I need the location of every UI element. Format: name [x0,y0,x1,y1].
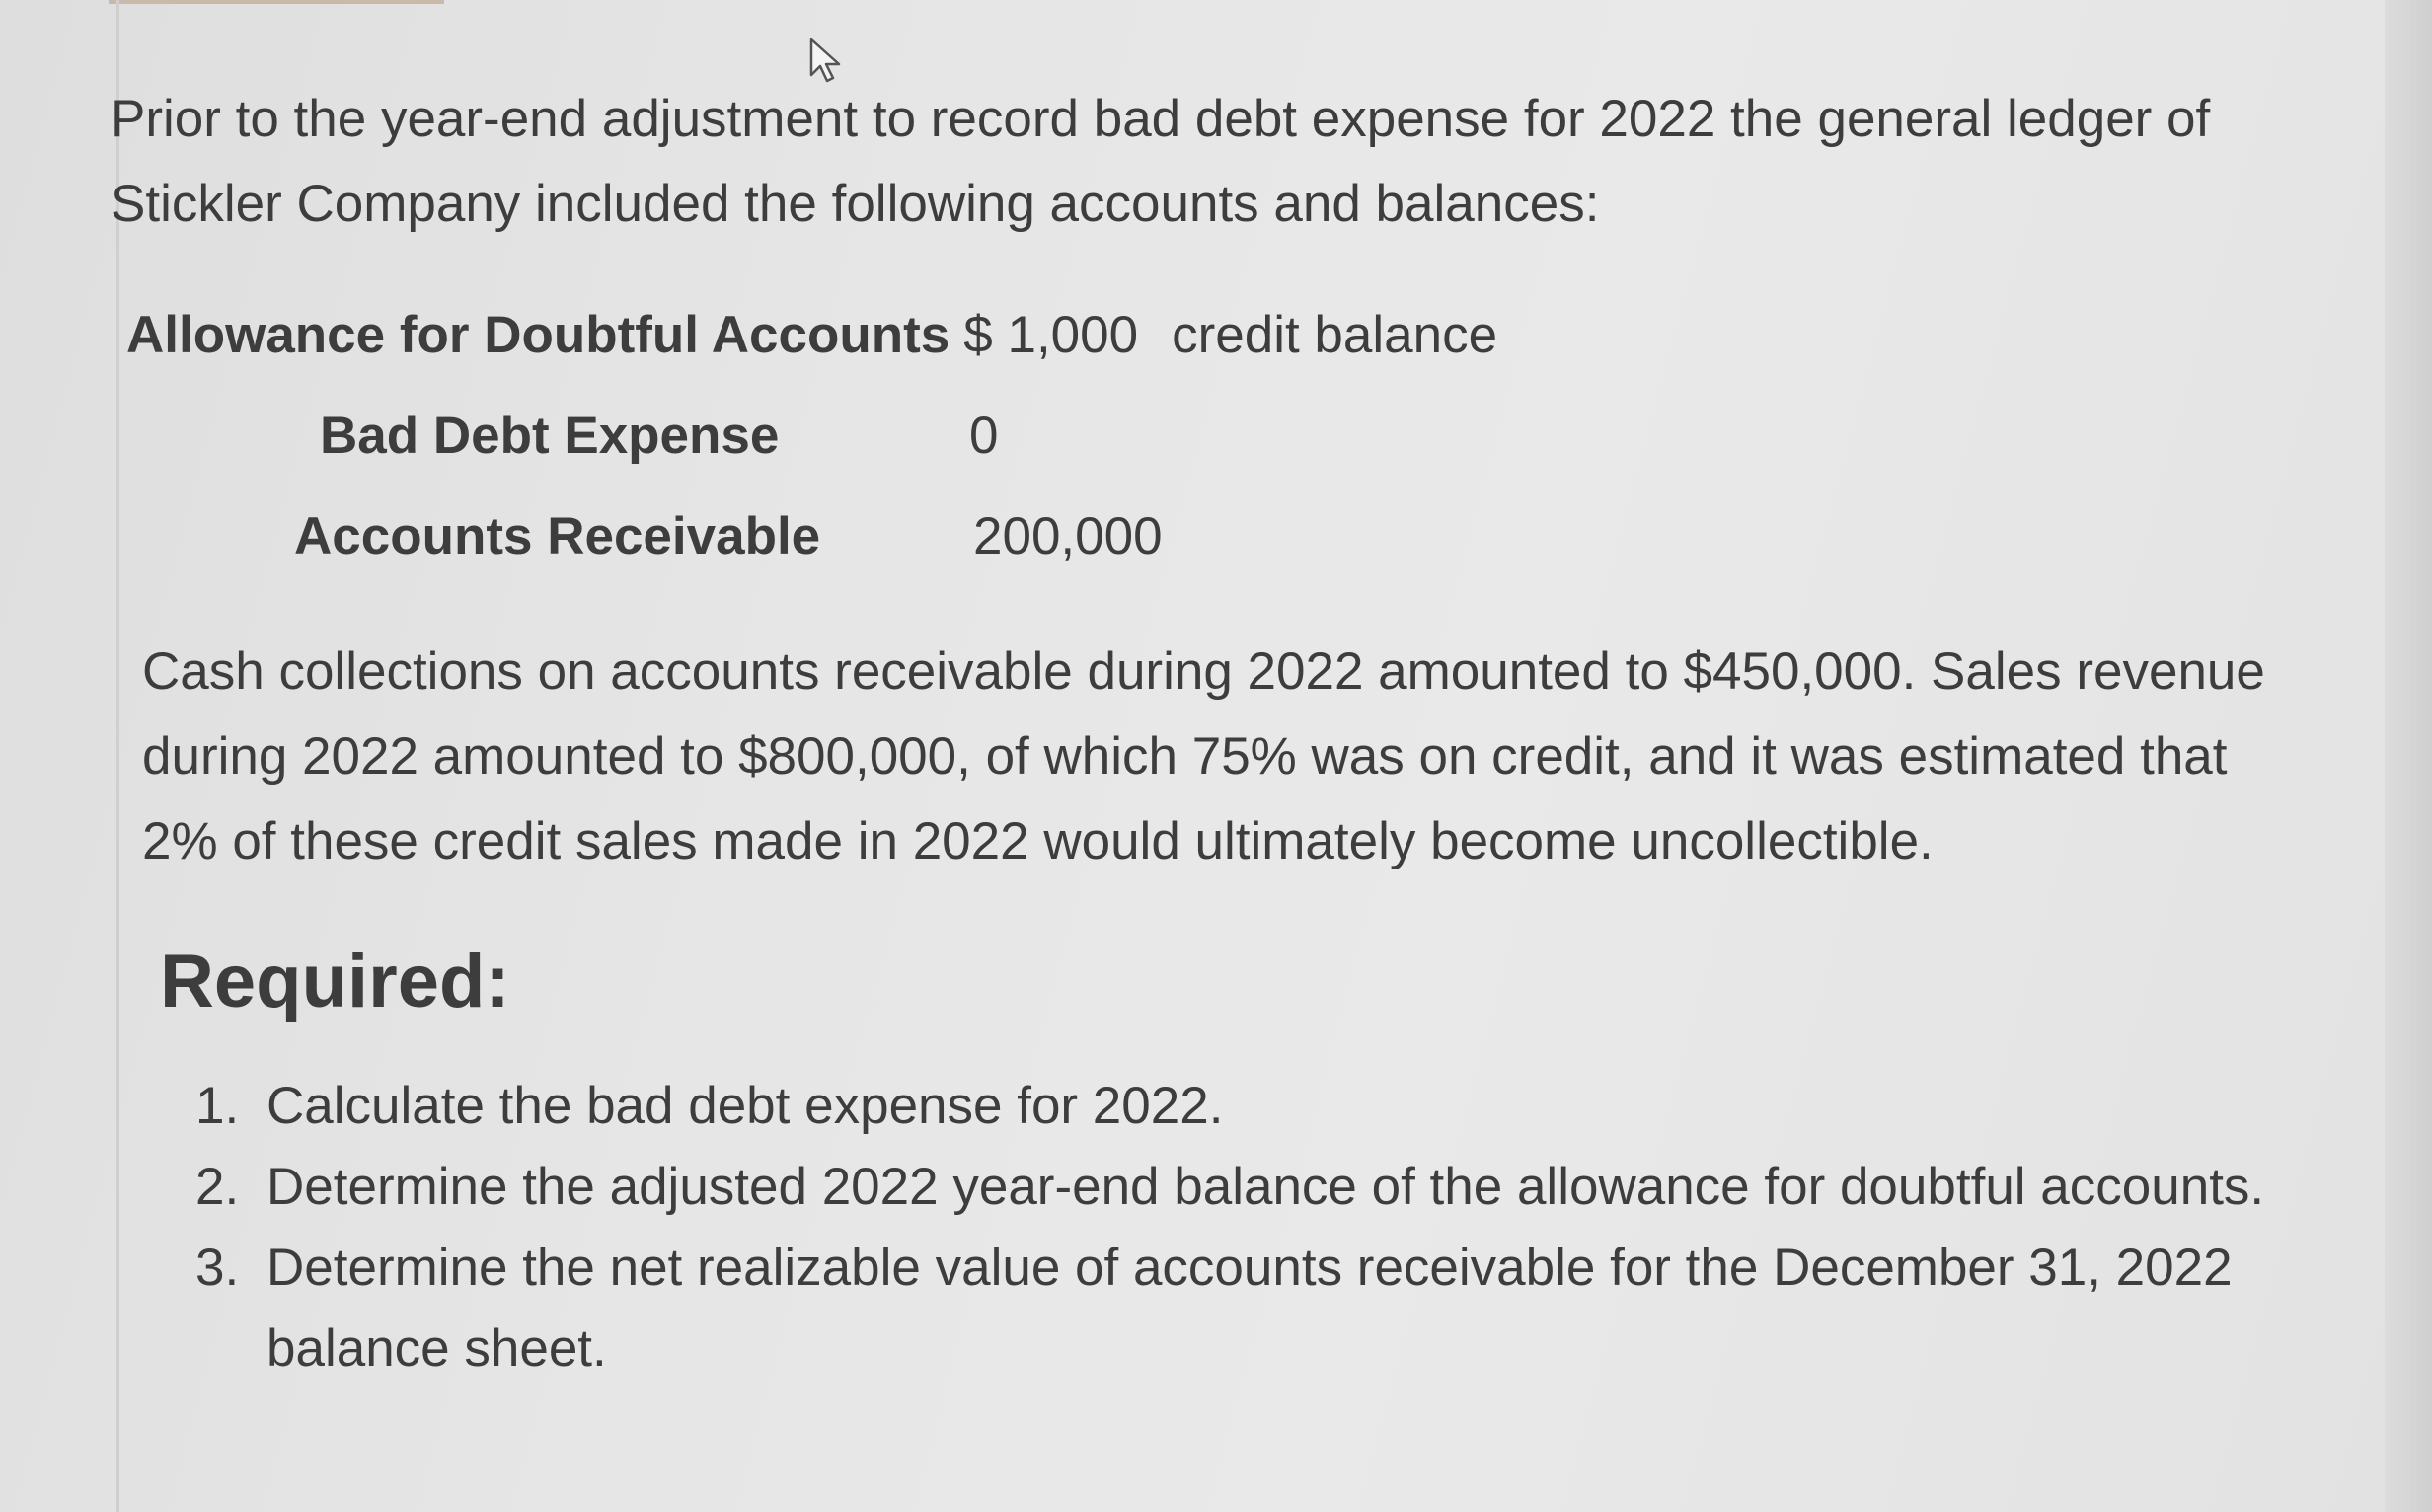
top-accent-bar [109,0,444,4]
ledger-row-allowance [126,304,1497,367]
required-item-number: 1. [195,1077,240,1135]
bad-debt-expense-amount: 0 [969,407,999,465]
required-item-text: Determine the net realizable value of accounts receivable for the December 31, 2022 balance sheet. [266,1239,2233,1378]
required-item-text: Calculate the bad debt expense for 2022. [266,1077,1224,1135]
accounts-receivable-amount: 200,000 [973,507,1163,566]
right-edge-shadow [2385,0,2432,1512]
allowance-note: credit balance [1172,306,1498,364]
bad-debt-expense-label: Bad Debt Expense [320,407,780,465]
required-item-number: 3. [195,1239,240,1297]
required-list [195,1066,2327,1390]
accounts-receivable-label: Accounts Receivable [294,507,821,566]
allowance-amount: $ 1,000 [963,306,1139,364]
details-paragraph: Cash collections on accounts receivable during 2022 amounted to $450,000. Sales revenue during 2022 amounted to $800,000, of which 75% was on credit, and it was estimated that 2% of these credit sales made in 2022 would ultimately become uncollectible. [142,643,2265,870]
required-heading: Required: [160,940,510,1023]
required-item-text: Determine the adjusted 2022 year-end balance of the allowance for doubtful accounts. [266,1158,2265,1216]
required-item-2 [195,1147,2327,1228]
question-intro: Prior to the year-end adjustment to record bad debt expense for 2022 the general ledger of Stickler Company included the following accounts and balances: [111,90,2211,233]
required-item-3 [195,1228,2327,1390]
required-item-number: 2. [195,1158,240,1216]
allowance-label: Allowance for Doubtful Accounts [126,306,950,364]
required-item-1 [195,1066,2327,1147]
